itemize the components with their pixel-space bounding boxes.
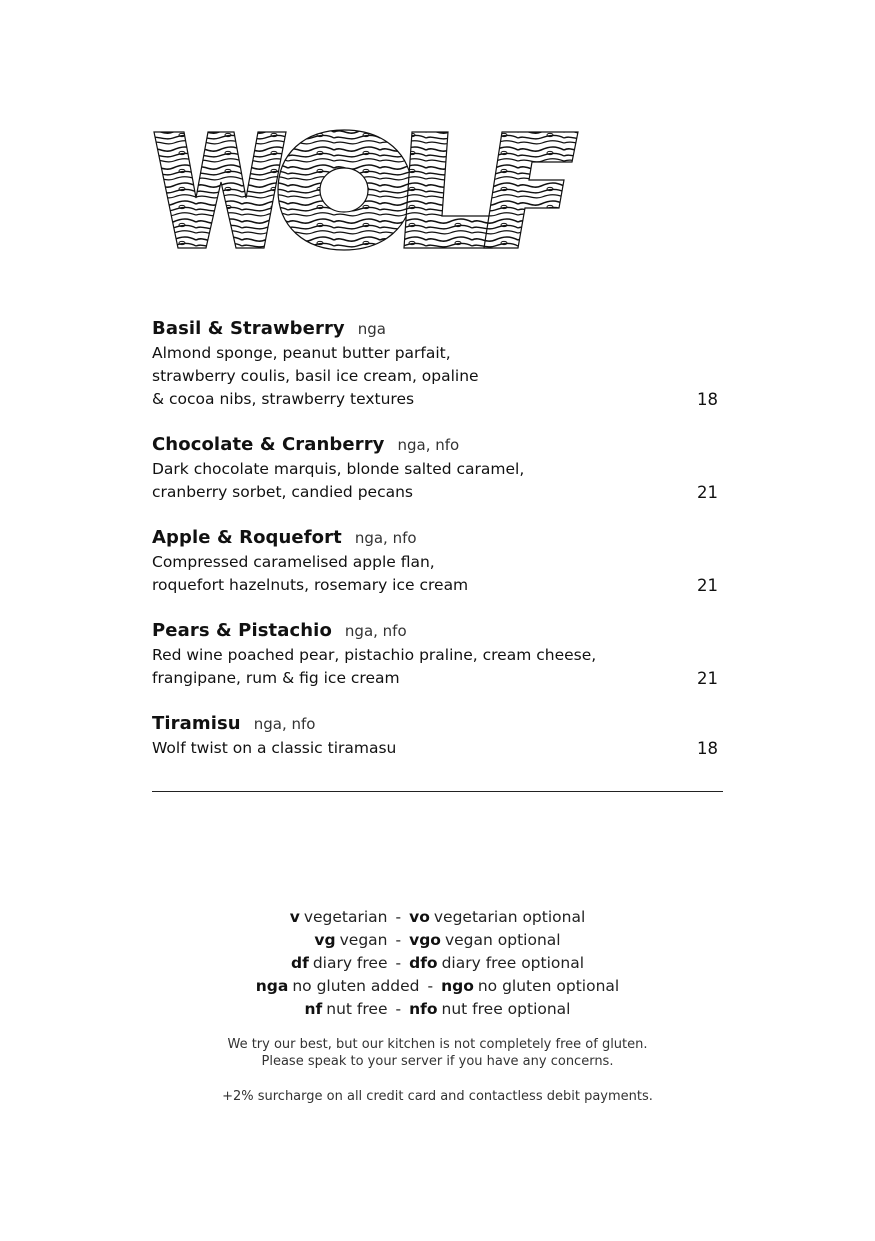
wolf-logo [150, 128, 582, 252]
item-dietary-tags: nga, nfo [397, 436, 460, 454]
legend-separator: - [395, 1000, 402, 1018]
gluten-notice-line-1: We try our best, but our kitchen is not completely free of gluten. [227, 1037, 648, 1052]
legend-optional-code: dfo [409, 954, 438, 972]
legend-optional-label: vegetarian optional [433, 908, 586, 926]
menu-item [152, 434, 722, 504]
item-description: Wolf twist on a classic tiramasu [152, 739, 397, 757]
legend-row [0, 952, 875, 975]
item-description: Dark chocolate marquis, blonde salted caramel, cranberry sorbet, candied pecans [152, 460, 525, 501]
legend-optional-code: vo [409, 908, 430, 926]
item-price: 18 [697, 390, 718, 409]
legend-row [0, 975, 875, 998]
wolf-logo-graphic [150, 128, 582, 252]
legend-optional-code: vgo [409, 931, 441, 949]
legend-code: vg [314, 931, 336, 949]
item-name: Apple & Roquefort [152, 527, 342, 548]
menu-item [152, 527, 722, 597]
legend-separator: - [427, 977, 434, 995]
legend-code: nf [304, 1000, 323, 1018]
gluten-notice-line-2: Please speak to your server if you have any concerns. [261, 1054, 614, 1069]
legend-row [0, 998, 875, 1021]
item-description: Red wine poached pear, pistachio praline, cream cheese, frangipane, rum & fig ice cream [152, 646, 597, 687]
item-name: Pears & Pistachio [152, 620, 332, 641]
item-name: Chocolate & Cranberry [152, 434, 385, 455]
item-dietary-tags: nga, nfo [354, 529, 417, 547]
legend-code: df [290, 954, 309, 972]
legend-optional-label: no gluten optional [477, 977, 620, 995]
item-price: 18 [697, 739, 718, 758]
menu-item [152, 318, 722, 411]
menu-item [152, 620, 722, 690]
legend-row [0, 929, 875, 952]
item-description: Compressed caramelised apple flan, roquefort hazelnuts, rosemary ice cream [152, 553, 469, 594]
legend-row [0, 906, 875, 929]
legend-label: vegetarian [303, 908, 388, 926]
menu-item [152, 713, 722, 760]
legend-separator: - [395, 954, 402, 972]
legend-code: v [289, 908, 300, 926]
item-price: 21 [697, 576, 718, 595]
dessert-menu [152, 318, 722, 783]
dietary-legend [0, 906, 875, 1021]
legend-label: diary free [312, 954, 388, 972]
item-price: 21 [697, 483, 718, 502]
item-dietary-tags: nga, nfo [344, 622, 407, 640]
legend-label: no gluten added [292, 977, 420, 995]
legend-optional-label: vegan optional [444, 931, 561, 949]
item-dietary-tags: nga [357, 320, 386, 338]
legend-code: nga [255, 977, 289, 995]
legend-optional-label: nut free optional [441, 1000, 571, 1018]
item-name: Tiramisu [152, 713, 241, 734]
item-description: Almond sponge, peanut butter parfait, strawberry coulis, basil ice cream, opaline & cocoa nibs, strawberry textures [152, 344, 479, 408]
surcharge-notice: +2% surcharge on all credit card and contactless debit payments. [222, 1089, 653, 1104]
section-divider [152, 791, 723, 792]
footer-notes [0, 1036, 875, 1105]
legend-separator: - [395, 908, 402, 926]
item-price: 21 [697, 669, 718, 688]
item-dietary-tags: nga, nfo [253, 715, 316, 733]
legend-optional-label: diary free optional [441, 954, 585, 972]
legend-optional-code: nfo [409, 1000, 438, 1018]
legend-label: nut free [326, 1000, 388, 1018]
legend-optional-code: ngo [441, 977, 474, 995]
legend-label: vegan [339, 931, 388, 949]
item-name: Basil & Strawberry [152, 318, 345, 339]
legend-separator: - [395, 931, 402, 949]
